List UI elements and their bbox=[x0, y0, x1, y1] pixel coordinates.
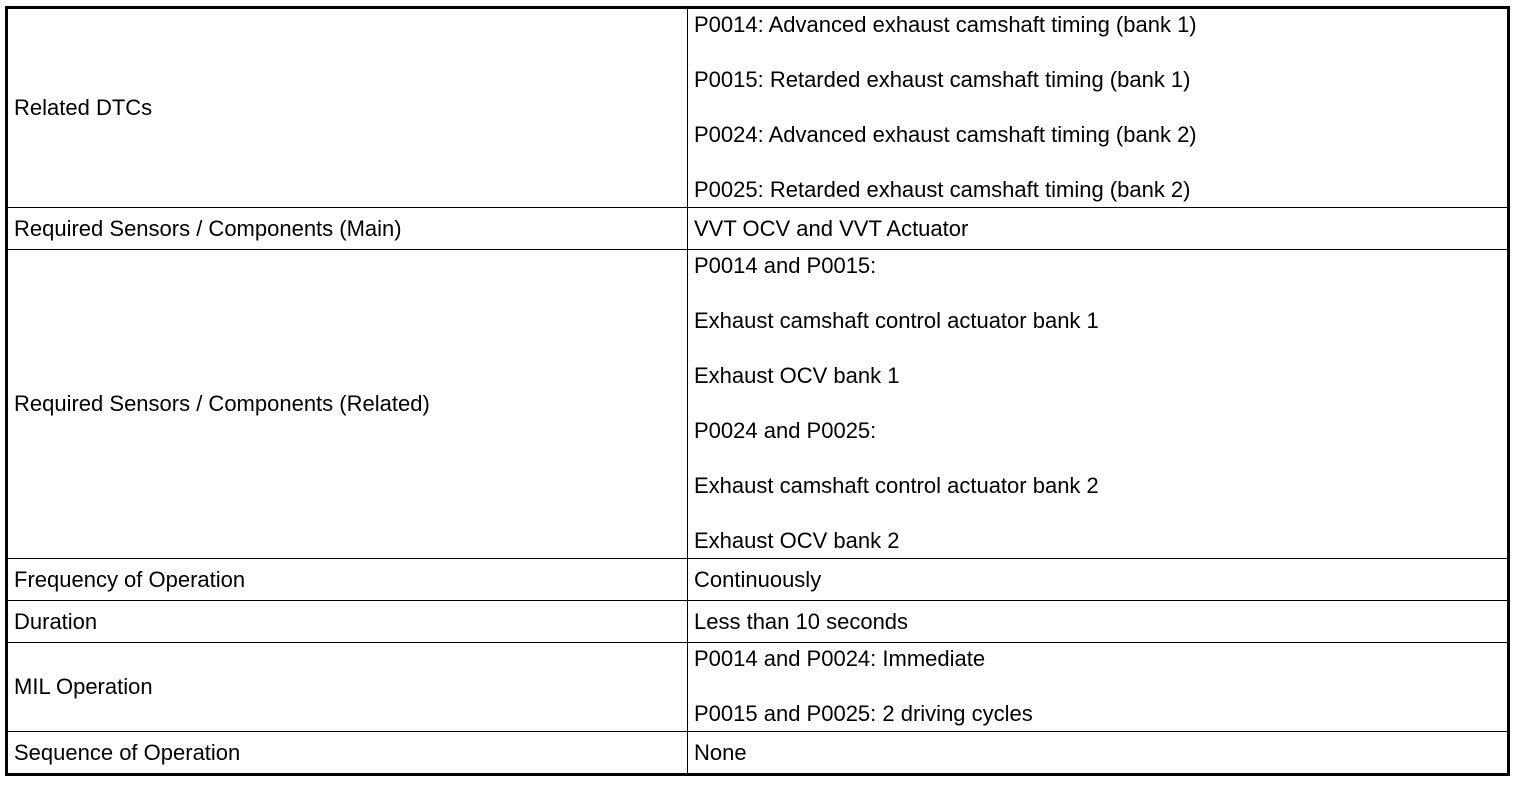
table-row bbox=[7, 8, 1509, 208]
dtc-line: P0025: Retarded exhaust camshaft timing (bank 2) bbox=[694, 177, 1191, 202]
row-label: Sequence of Operation bbox=[7, 732, 688, 775]
row-value bbox=[688, 643, 1509, 732]
dtc-line: P0014: Advanced exhaust camshaft timing (bank 1) bbox=[694, 12, 1197, 37]
table-row bbox=[7, 559, 1509, 601]
row-value bbox=[688, 250, 1509, 559]
dtc-line: P0024: Advanced exhaust camshaft timing (bank 2) bbox=[694, 122, 1197, 147]
row-value: Less than 10 seconds bbox=[688, 601, 1509, 643]
row-label: Required Sensors / Components (Main) bbox=[7, 208, 688, 250]
row-value: None bbox=[688, 732, 1509, 775]
row-label: Duration bbox=[7, 601, 688, 643]
component-line: Exhaust OCV bank 1 bbox=[694, 363, 900, 388]
mil-line: P0014 and P0024: Immediate bbox=[694, 646, 986, 671]
table-row bbox=[7, 643, 1509, 732]
table-row bbox=[7, 732, 1509, 775]
row-value bbox=[688, 8, 1509, 208]
component-line: Exhaust camshaft control actuator bank 1 bbox=[694, 308, 1099, 333]
row-value: VVT OCV and VVT Actuator bbox=[688, 208, 1509, 250]
monitor-spec-table bbox=[5, 6, 1510, 776]
row-label: Related DTCs bbox=[7, 8, 688, 208]
component-line: P0024 and P0025: bbox=[694, 418, 877, 443]
component-line: Exhaust camshaft control actuator bank 2 bbox=[694, 473, 1099, 498]
component-line: P0014 and P0015: bbox=[694, 253, 877, 278]
table-row bbox=[7, 601, 1509, 643]
component-line: Exhaust OCV bank 2 bbox=[694, 528, 900, 553]
table-row bbox=[7, 250, 1509, 559]
dtc-line: P0015: Retarded exhaust camshaft timing (bank 1) bbox=[694, 67, 1191, 92]
table-row bbox=[7, 208, 1509, 250]
row-label: MIL Operation bbox=[7, 643, 688, 732]
row-label: Required Sensors / Components (Related) bbox=[7, 250, 688, 559]
row-value: Continuously bbox=[688, 559, 1509, 601]
mil-line: P0015 and P0025: 2 driving cycles bbox=[694, 701, 1033, 726]
row-label: Frequency of Operation bbox=[7, 559, 688, 601]
